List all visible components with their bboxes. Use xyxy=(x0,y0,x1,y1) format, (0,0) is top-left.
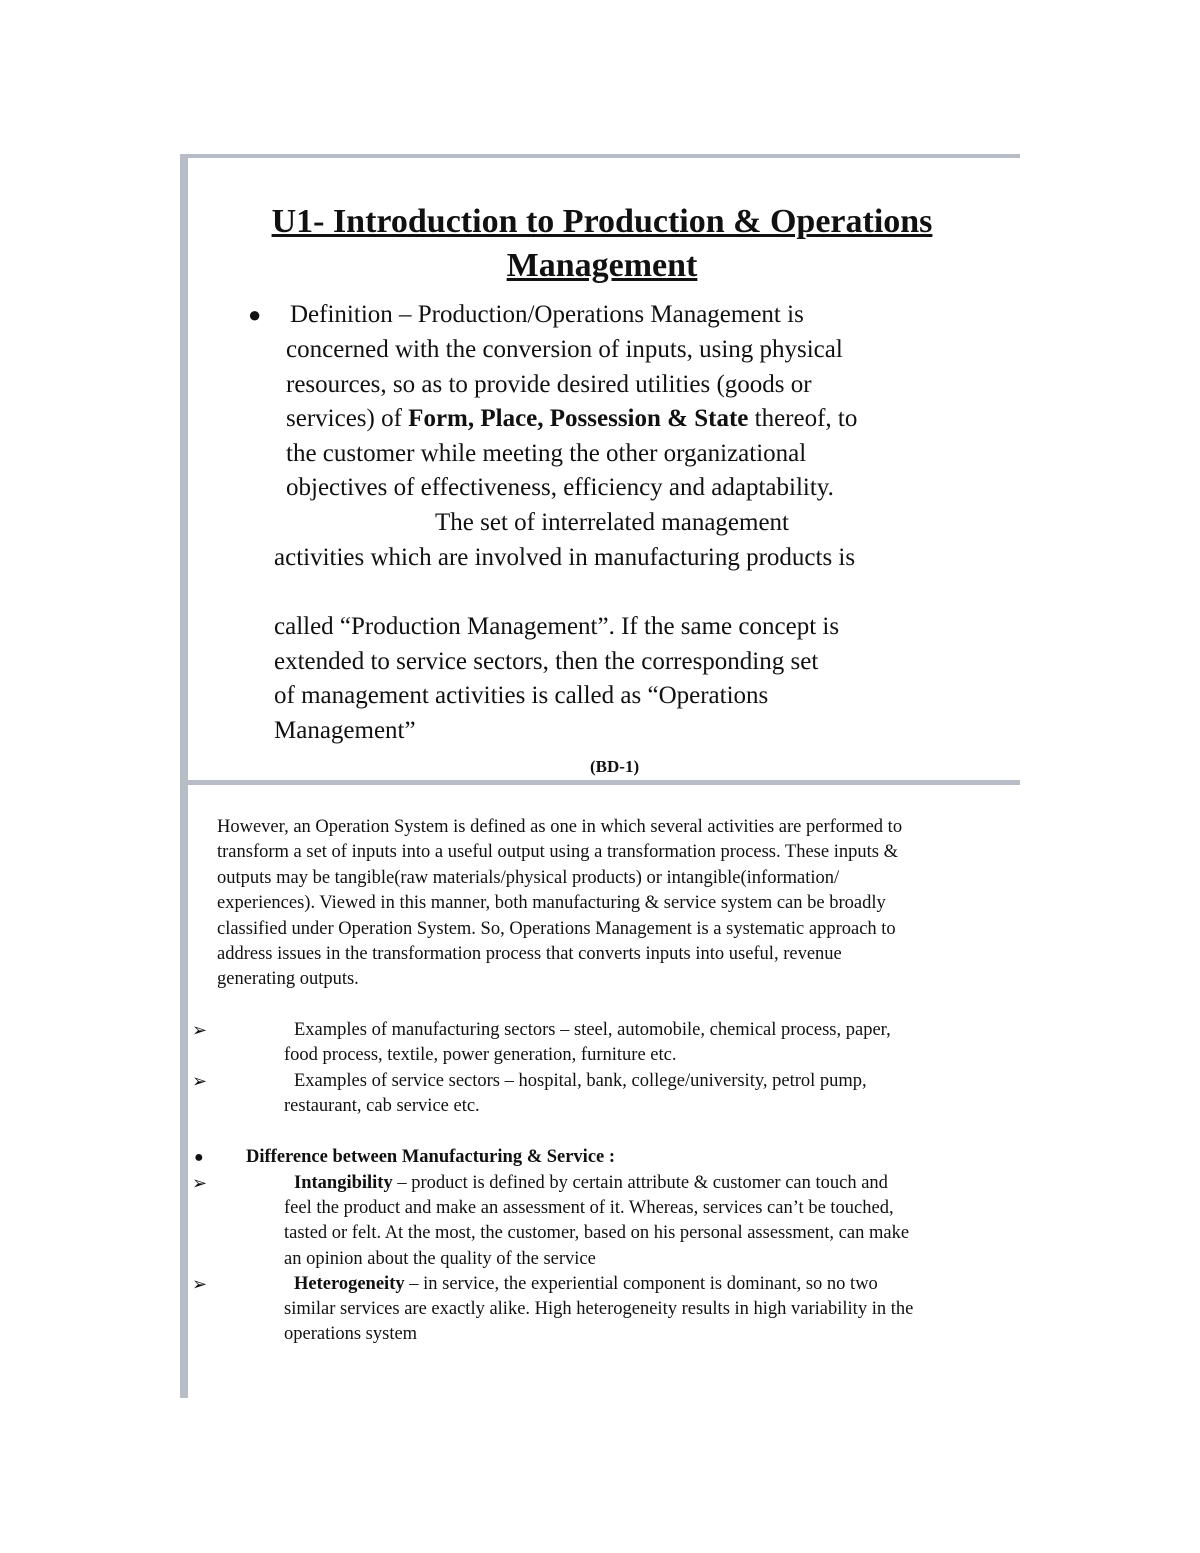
left-margin-bar xyxy=(180,154,188,1398)
service-examples-cont xyxy=(284,1094,480,1119)
paragraph-line: However, an Operation System is defined as one in which several activities are performed to xyxy=(217,817,903,837)
list-item: Examples of service sectors – hospital, bank, college/university, petrol pump, xyxy=(294,1071,867,1091)
list-text: – in service, the experiential component is dominant, so no two xyxy=(404,1274,878,1294)
operation-system-paragraph xyxy=(217,815,902,993)
list-item: an opinion about the quality of the service xyxy=(284,1248,596,1269)
paragraph-line: outputs may be tangible(raw materials/physical products) or intangible(information/ xyxy=(217,867,840,888)
list-item: restaurant, cab service etc. xyxy=(284,1096,480,1116)
heterogeneity-term: Heterogeneity xyxy=(294,1274,405,1294)
paragraph-line: address issues in the transformation process that converts inputs into useful, revenue xyxy=(217,944,842,965)
list-item: tasted or felt. At the most, the customer, based on his personal assessment, can make xyxy=(284,1223,910,1244)
definition-line: Management” xyxy=(274,716,416,744)
definition-line: The set of interrelated management xyxy=(435,509,790,536)
definition-line: extended to service sectors, then the corresponding set xyxy=(274,647,819,675)
list-item: feel the product and make an assessment of it. Whereas, services can’t be touched, xyxy=(284,1198,894,1218)
definition-text: services) of xyxy=(286,405,409,433)
intangibility-term: Intangibility xyxy=(294,1173,393,1193)
definition-line: resources, so as to provide desired utilities (goods or xyxy=(286,370,812,398)
title-line-1: U1- Introduction to Production & Operations xyxy=(271,203,933,240)
arrow-bullet-icon: ➢ xyxy=(192,1173,208,1193)
paragraph-line: generating outputs. xyxy=(217,969,359,990)
title-line-2: Management xyxy=(506,247,698,284)
arrow-bullet-icon: ➢ xyxy=(192,1274,208,1294)
heterogeneity-item-cont xyxy=(284,1297,913,1348)
definition-line xyxy=(286,402,857,437)
intangibility-item xyxy=(294,1171,888,1196)
definition-continuation xyxy=(286,333,857,506)
manufacturing-examples xyxy=(294,1018,891,1043)
manufacturing-examples-cont xyxy=(284,1043,676,1068)
slide-bottom-border xyxy=(180,780,1020,785)
list-item xyxy=(294,1171,888,1196)
list-item: Examples of manufacturing sectors – steel, automobile, chemical process, paper, xyxy=(294,1020,891,1040)
paragraph-line: transform a set of inputs into a useful output using a transformation process. These inputs & xyxy=(217,842,898,863)
definition-block xyxy=(290,298,804,333)
list-item: operations system xyxy=(284,1324,418,1345)
definition-line: Definition – Production/Operations Management is xyxy=(290,301,804,328)
definition-line: of management activities is called as “Operations xyxy=(274,682,769,710)
definition-line: objectives of effectiveness, efficiency and adaptability. xyxy=(286,474,834,502)
list-item: food process, textile, power generation, furniture etc. xyxy=(284,1045,677,1065)
arrow-bullet-icon: ➢ xyxy=(192,1071,208,1091)
operations-management-text xyxy=(274,610,839,748)
definition-line: concerned with the conversion of inputs, using physical xyxy=(286,336,843,363)
list-text: – product is defined by certain attribute & customer can touch and xyxy=(392,1173,888,1193)
list-item xyxy=(294,1272,878,1297)
heterogeneity-item xyxy=(294,1272,878,1297)
list-item: similar services are exactly alike. High heterogeneity results in high variability in the xyxy=(284,1299,914,1319)
intangibility-item-cont xyxy=(284,1196,909,1272)
difference-heading: Difference between Manufacturing & Service : xyxy=(246,1147,616,1167)
production-management-text xyxy=(274,541,855,576)
definition-line: activities which are involved in manufacturing products is xyxy=(274,544,856,571)
definition-bullet-icon: ● xyxy=(248,302,262,327)
service-examples xyxy=(294,1069,867,1094)
definition-line: the customer while meeting the other organizational xyxy=(286,439,807,467)
utilities-bold: Form, Place, Possession & State xyxy=(408,405,749,433)
slide-top-border xyxy=(180,154,1020,158)
page-title xyxy=(190,200,1014,288)
paragraph-line: experiences). Viewed in this manner, both manufacturing & service system can be broadly xyxy=(217,893,886,914)
production-management-intro xyxy=(435,506,789,541)
definition-text: thereof, to xyxy=(748,405,858,433)
arrow-bullet-icon: ➢ xyxy=(192,1020,208,1040)
reference-label: (BD-1) xyxy=(590,757,640,776)
paragraph-line: classified under Operation System. So, Operations Management is a systematic approach to xyxy=(217,918,896,939)
difference-bullet-icon: ● xyxy=(194,1149,204,1166)
definition-line: called “Production Management”. If the same concept is xyxy=(274,613,840,640)
